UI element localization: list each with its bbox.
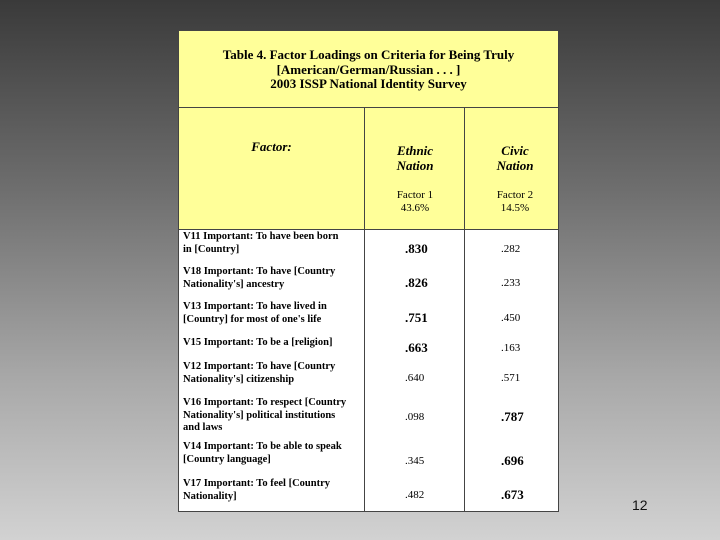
factor-loadings-table	[178, 30, 559, 512]
column-header-name: Nation	[396, 158, 434, 173]
row-label-line: V11 Important: To have been born	[183, 231, 339, 242]
loading-factor-1: .751	[405, 310, 428, 325]
row-label-line: V14 Important: To be able to speak	[183, 441, 342, 452]
column-header-name: Nation	[496, 158, 534, 173]
row-label-line: [Country] for most of one's life	[183, 313, 322, 325]
loading-factor-2: .282	[501, 243, 521, 255]
row-label	[183, 301, 363, 326]
explained-variance: 43.6%	[400, 202, 430, 214]
column-header-ethnic-nation	[365, 143, 465, 173]
column-header-name: Civic	[501, 143, 529, 158]
factor-number: Factor 2	[496, 189, 534, 201]
column-subheader-factor-1	[365, 189, 465, 215]
row-label-line: V16 Important: To respect [Country	[183, 397, 347, 408]
loading-factor-1: .482	[405, 489, 425, 501]
row-label-line: Nationality]	[183, 490, 237, 502]
row-label	[183, 231, 363, 256]
row-label-line: in [Country]	[183, 243, 240, 255]
loading-factor-2: .163	[501, 342, 521, 354]
factor-number: Factor 1	[396, 189, 434, 201]
loading-factor-1: .826	[405, 275, 428, 290]
row-label-line: [Country language]	[183, 453, 271, 465]
column-header-name: Ethnic	[396, 143, 434, 158]
row-label-line: V13 Important: To have lived in	[183, 301, 327, 312]
loading-factor-1: .663	[405, 340, 428, 355]
row-label	[183, 441, 363, 466]
factor-header: Factor:	[251, 139, 292, 154]
row-label-line: V15 Important: To be a [religion]	[183, 337, 333, 348]
loading-factor-1: .640	[405, 372, 425, 384]
row-label	[183, 397, 363, 435]
table-title-line-2: [American/German/Russian . . . ]	[276, 61, 461, 77]
explained-variance: 14.5%	[500, 202, 530, 214]
loading-factor-2: .696	[501, 453, 524, 468]
row-label	[183, 478, 363, 503]
loading-factor-2: .450	[501, 312, 521, 324]
loading-factor-2: .787	[501, 409, 524, 424]
loading-factor-2: .233	[501, 277, 521, 289]
loading-factor-1: .098	[405, 411, 425, 423]
table-title-line-3: 2003 ISSP National Identity Survey	[270, 76, 467, 91]
row-label-line: V12 Important: To have [Country	[183, 361, 336, 372]
row-label-line: V17 Important: To feel [Country	[183, 478, 330, 489]
row-label	[183, 361, 363, 386]
table-title-line-1: Table 4. Factor Loadings on Criteria for Being Truly	[222, 47, 515, 62]
row-label-line: Nationality's] political institutions	[183, 409, 336, 421]
table-title	[179, 31, 558, 108]
loading-factor-2: .571	[501, 372, 521, 384]
loading-factor-2: .673	[501, 487, 524, 502]
row-label	[183, 266, 363, 291]
column-subheader-factor-2	[465, 189, 565, 215]
row-label	[183, 337, 363, 350]
row-label-line: Nationality's] citizenship	[183, 373, 295, 385]
loading-factor-1: .345	[405, 455, 425, 467]
loading-factor-1: .830	[405, 241, 428, 256]
page-number: 12	[632, 497, 648, 513]
column-header-civic-nation	[465, 143, 565, 173]
row-label-line: and laws	[183, 422, 223, 433]
row-label-line: Nationality's] ancestry	[183, 278, 285, 290]
row-label-line: V18 Important: To have [Country	[183, 266, 336, 277]
